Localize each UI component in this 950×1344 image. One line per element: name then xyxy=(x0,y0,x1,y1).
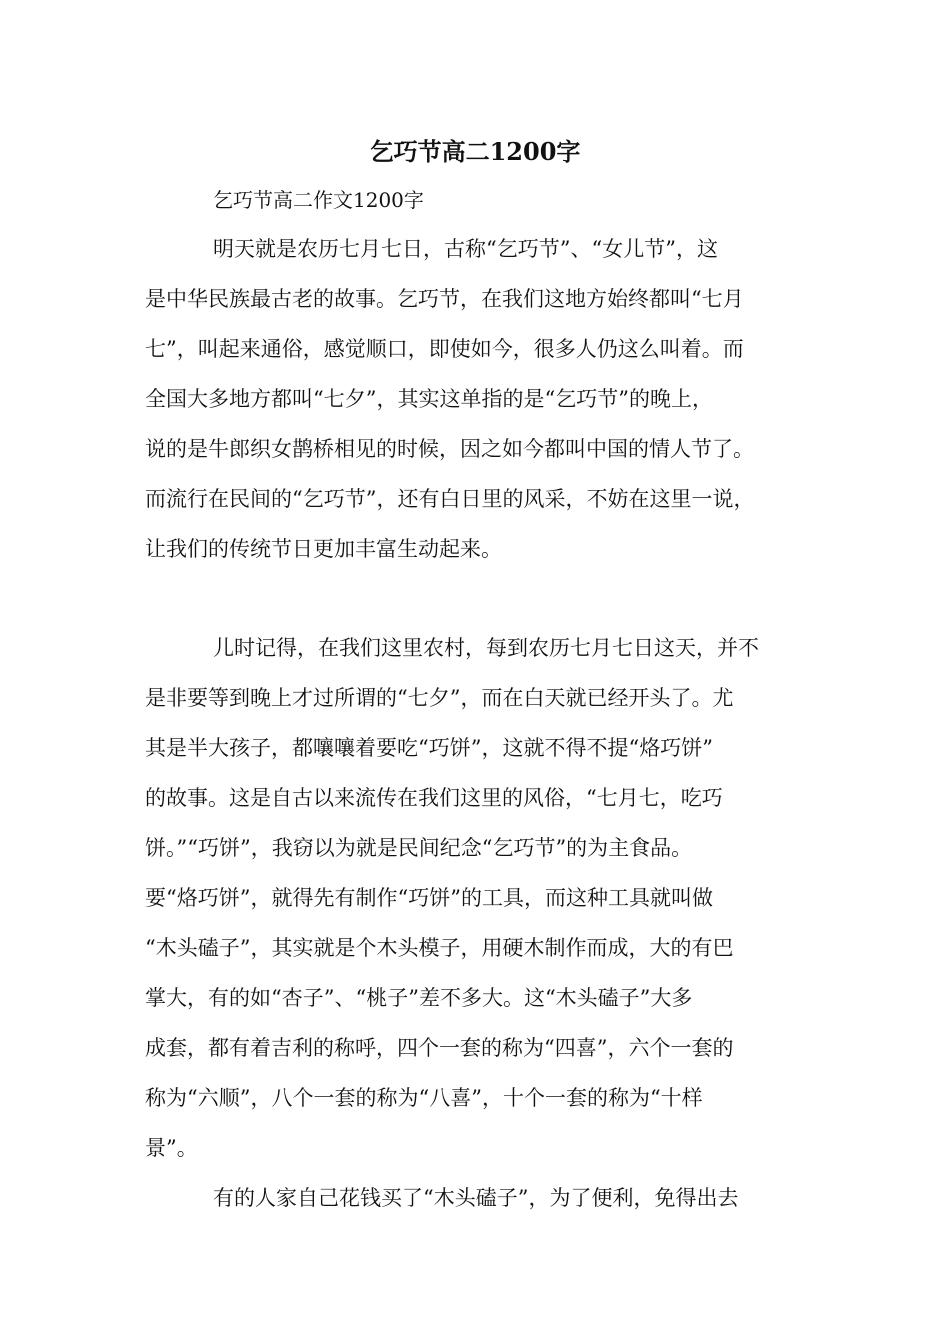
text-line: 让我们的传统节日更加丰富生动起来。 xyxy=(145,537,502,561)
text-line: 其是半大孩子，都嚷嚷着要吃“巧饼”，这就不得不提“烙巧饼” xyxy=(145,736,713,760)
text-line: 饼。”“巧饼”，我窃以为就是民间纪念“乞巧节”的为主食品。 xyxy=(145,836,693,860)
text-line: 有的人家自己花钱买了“木头磕子”，为了便利，免得出去 xyxy=(213,1186,739,1210)
text-line: 景”。 xyxy=(145,1136,198,1160)
text-line: 要“烙巧饼”，就得先有制作“巧饼”的工具，而这种工具就叫做 xyxy=(145,886,713,910)
document-title: 乞巧节高二1200字 xyxy=(369,137,581,166)
text-line: 的故事。这是自古以来流传在我们这里的风俗，“七月七，吃巧 xyxy=(145,786,723,810)
text-line: 称为“六顺”，八个一套的称为“八喜”，十个一套的称为“十样 xyxy=(145,1086,703,1110)
text-line: 明天就是农历七月七日，古称“乞巧节”、“女儿节”，这 xyxy=(213,237,718,261)
text-line: 说的是牛郎织女鹊桥相见的时候，因之如今都叫中国的情人节了。 xyxy=(145,437,754,461)
text-line: “木头磕子”，其实就是个木头模子，用硬木制作而成，大的有巴 xyxy=(145,936,734,960)
text-line: 成套，都有着吉利的称呼，四个一套的称为“四喜”，六个一套的 xyxy=(145,1036,734,1060)
text-line: 全国大多地方都叫“七夕”，其实这单指的是“乞巧节”的晚上， xyxy=(145,387,713,411)
text-line: 七”，叫起来通俗，感觉顺口，即使如今，很多人仍这么叫着。而 xyxy=(145,337,744,361)
text-line: 是非要等到晚上才过所谓的“七夕”，而在白天就已经开头了。尤 xyxy=(145,686,734,710)
text-line: 而流行在民间的“乞巧节”，还有白日里的风采，不妨在这里一说， xyxy=(145,487,755,511)
text-line: 掌大，有的如“杏子”、“桃子”差不多大。这“木头磕子”大多 xyxy=(145,986,693,1010)
document-subtitle: 乞巧节高二作文1200字 xyxy=(213,188,424,212)
text-line: 是中华民族最古老的故事。乞巧节，在我们这地方始终都叫“七月 xyxy=(145,287,744,311)
text-line: 儿时记得，在我们这里农村，每到农历七月七日这天，并不 xyxy=(213,636,759,660)
